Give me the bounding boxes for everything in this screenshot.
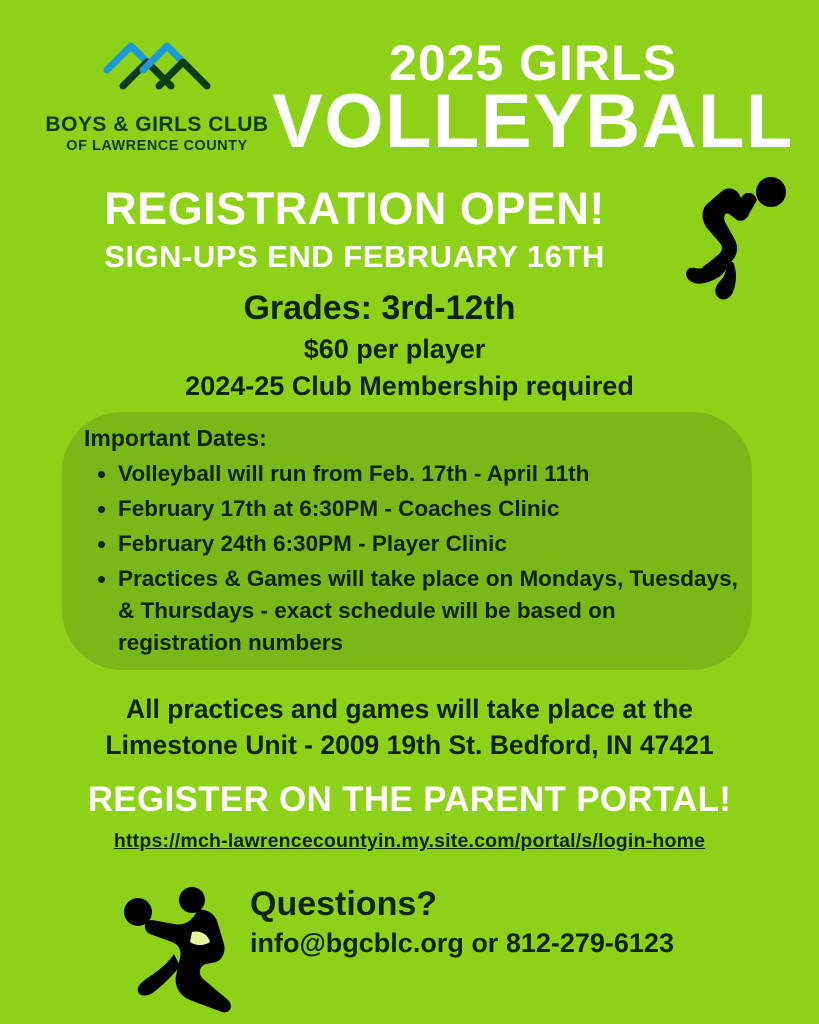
bgc-logo bbox=[42, 36, 272, 154]
price-text: $60 per player bbox=[303, 334, 486, 364]
questions-contact: info@bgcblc.org or 812-279-6123 bbox=[250, 928, 674, 958]
location-line-1: All practices and games will take place at the bbox=[125, 694, 694, 724]
list-item: • February 17th at 6:30PM - Coaches Clinic bbox=[118, 493, 744, 525]
title-sport-line: VOLLEYBALL bbox=[272, 79, 794, 164]
logo-club-name: BOYS & GIRLS CLUB bbox=[45, 113, 269, 136]
questions-title: Questions? bbox=[250, 885, 438, 923]
parent-portal-link[interactable]: https://mch-lawrencecountyin.my.site.com/portal/s/login-home bbox=[113, 830, 706, 852]
questions-block bbox=[250, 885, 770, 959]
flyer-header bbox=[0, 0, 819, 175]
list-item: • February 24th 6:30PM - Player Clinic bbox=[118, 528, 744, 560]
location-line-2: Limestone Unit - 2009 19th St. Bedford, IN 47421 bbox=[105, 729, 714, 760]
membership-text: 2024-25 Club Membership required bbox=[185, 371, 634, 401]
interlocking-hands-icon bbox=[97, 36, 217, 108]
flyer-title bbox=[268, 35, 798, 164]
grades-text: Grades: 3rd-12th bbox=[243, 289, 516, 327]
register-call-to-action: REGISTER ON THE PARENT PORTAL! bbox=[87, 780, 732, 819]
logo-club-county: OF LAWRENCE COUNTY bbox=[66, 138, 248, 155]
list-item: • Practices & Games will take place on Mondays, Tuesdays, & Thursdays - exact schedule will be based on registration numbers bbox=[118, 563, 744, 659]
registration-open-heading: REGISTRATION OPEN! bbox=[104, 183, 605, 234]
list-item: • Volleyball will run from Feb. 17th - April 11th bbox=[118, 458, 744, 490]
title-year-line: 2025 GIRLS bbox=[389, 35, 677, 91]
important-dates-content bbox=[84, 425, 744, 662]
location-block bbox=[0, 692, 819, 764]
important-dates-title: Important Dates: bbox=[84, 425, 267, 451]
volleyball-spiker-silhouette-icon bbox=[645, 170, 805, 330]
important-dates-list bbox=[84, 458, 744, 659]
signups-deadline-heading: SIGN-UPS END FEBRUARY 16TH bbox=[104, 239, 605, 274]
